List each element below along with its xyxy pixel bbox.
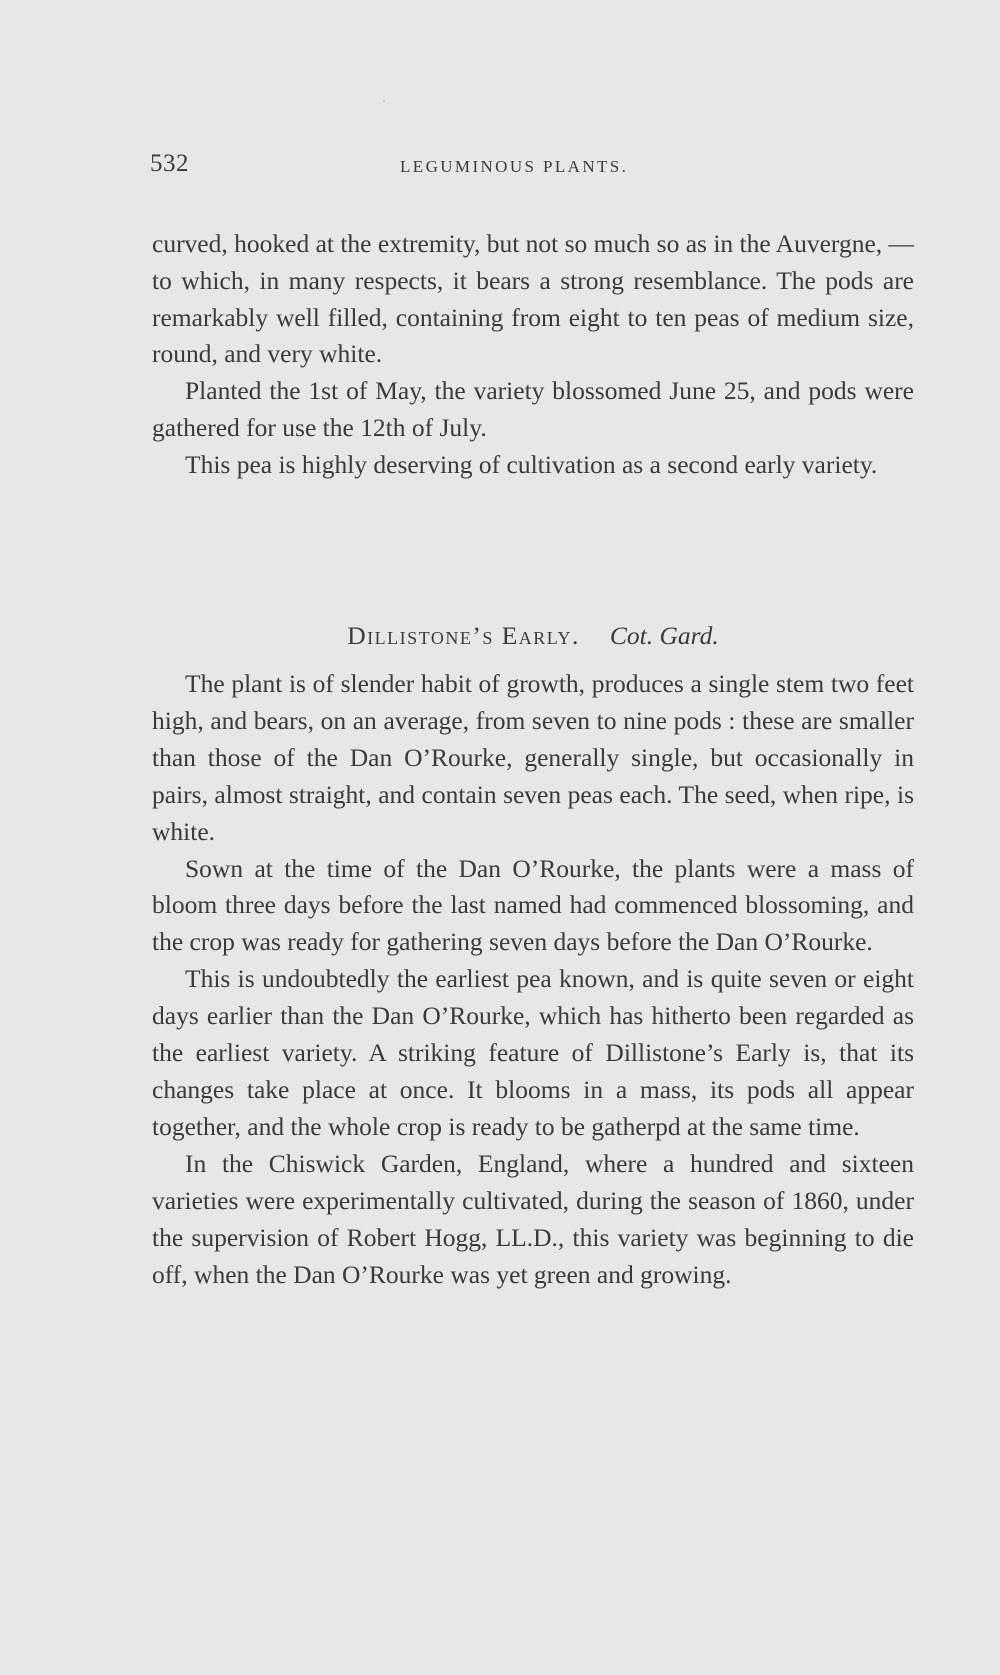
paragraph: Planted the 1st of May, the variety blossomed June 25, and pods were gathered for use the 12th of July. (152, 376, 914, 442)
paragraph: This pea is highly deserving of cultivation as a second early variety. (185, 449, 878, 479)
paragraph: Sown at the time of the Dan O’Rourke, the plants were a mass of bloom three days before the last named had commenced blossoming, and the crop was ready for gathering seven days before the Dan O’Rourke. (152, 853, 914, 957)
running-head (150, 150, 914, 184)
paragraph: curved, hooked at the extremity, but not so much so as in the Auvergne, — to which, in many respects, it bears a strong resemblance. The pods are remarkably well filled, containing from eight to ten peas of medium size, round, and very white. (152, 229, 915, 369)
scan-speck (383, 100, 385, 102)
running-title: LEGUMINOUS PLANTS. (400, 157, 629, 176)
variety-name: Dillistone’s Early. (347, 621, 580, 650)
paragraph: In the Chiswick Garden, England, where a hundred and sixteen varieties were experimentally cultivated, during the season of 1860, under the supervision of Robert Hogg, LL.D., this variety was beginning to die off, when the Dan O’Rourke was yet green and growing. (152, 1148, 914, 1289)
continuation-text (152, 226, 914, 484)
paragraph: The plant is of slender habit of growth, produces a single stem two feet high, and bears, on an average, from seven to nine pods : these are smaller than those of the Dan O’Rourke, generally single, but occasionally in pairs, almost straight, and contain seven peas each. The seed, when ripe, is white. (152, 669, 914, 846)
section-body (152, 666, 914, 1293)
paragraph: This is undoubtedly the earliest pea known, and is quite seven or eight days earlier than the Dan O’Rourke, which has hitherto been regarded as the earliest variety. A striking feature of Dillistone’s Early is, that its changes take place at once. It blooms in a mass, its pods all appear together, and the whole crop is ready to be gatherpd at the same time. (152, 964, 914, 1141)
variety-source: Cot. Gard. (609, 621, 719, 650)
section-heading (152, 618, 914, 654)
page-number: 532 (150, 150, 189, 177)
